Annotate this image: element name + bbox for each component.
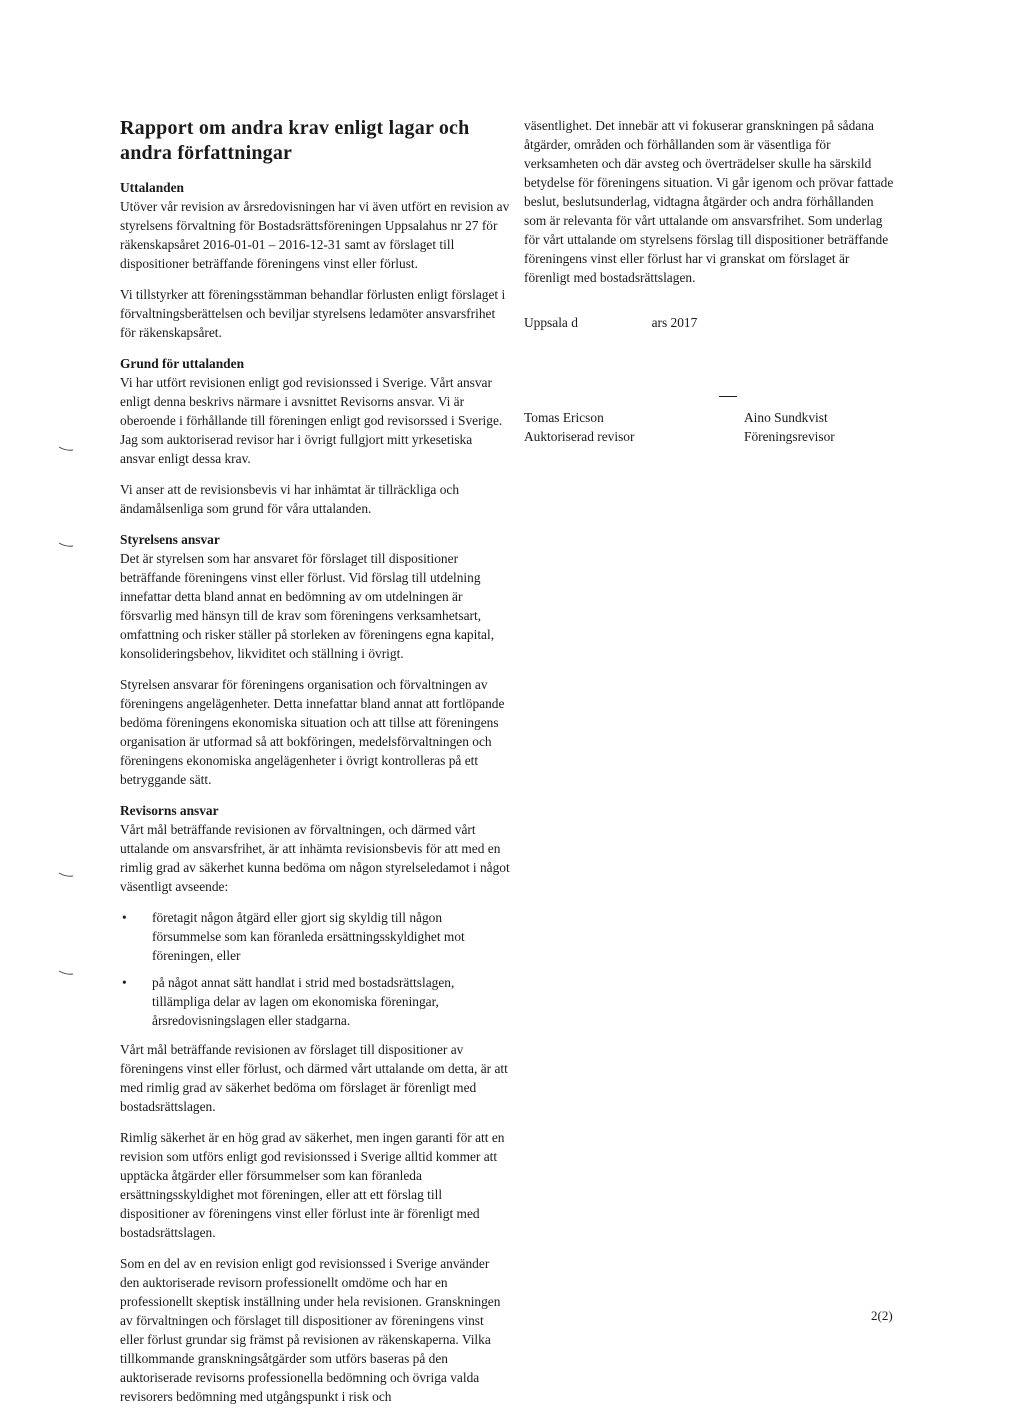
signatory-2 (744, 408, 835, 446)
heading-revisorns-ansvar: Revisorns ansvar (120, 803, 219, 818)
signatory-name: Aino Sundkvist (744, 410, 828, 425)
page-number: 2(2) (871, 1308, 893, 1323)
bullet-dot-icon: • (122, 975, 127, 990)
section-revisorns-ansvar (120, 801, 510, 1406)
scan-margin-mark-icon (58, 446, 74, 452)
bullet-dot-icon: • (122, 910, 127, 925)
revisorns-paragraph-1: Vårt mål beträffande revisionen av förvaltningen, och därmed vårt uttalande om ansvarsfrihet, är att inhämta revisionsbevis för att med en rimlig grad av säkerhet kunna bedöma om någon styrelseledamot i något väsentligt avseende: (120, 822, 510, 894)
signatory-role: Auktoriserad revisor (524, 429, 635, 444)
scan-margin-mark-icon (58, 970, 74, 976)
right-paragraph-1: väsentlighet. Det innebär att vi fokuserar granskningen på sådana åtgärder, områden och förhållanden som är väsentliga för verksamheten och där avsteg och överträdelser skulle ha särskild betydelse för föreningens situation. Vi går igenom och prövar fattade beslut, beslutsunderlag, vidtagna åtgärder och andra förhållanden som är relevanta för vårt uttalande om ansvarsfrihet. Som underlag för vårt uttalande om styrelsens förslag till dispositioner beträffande föreningens vinst eller förlust har vi granskat om förslaget är förenligt med bostadsrättslagen. (524, 118, 894, 285)
grund-paragraph-2: Vi anser att de revisionsbevis vi har inhämtat är tillräckliga och ändamålsenliga som grund för våra uttalanden. (120, 482, 460, 516)
scan-margin-mark-icon (58, 542, 74, 548)
revisorns-bullet-list (120, 908, 510, 1030)
report-title: Rapport om andra krav enligt lagar och andra författningar (120, 117, 470, 164)
signature-line (719, 396, 737, 397)
grund-paragraph-1: Vi har utfört revisionen enligt god revisionssed i Sverige. Vårt ansvar enligt denna beskrivs närmare i avsnittet Revisorns ansvar. Vi är oberoende i förhållande till föreningen enligt god revisorssed i Sverige. Jag som auktoriserad revisor har i övrigt fullgjort mitt yrkesetiska ansvar enligt dessa krav. (120, 375, 503, 466)
heading-grund-for-uttalanden: Grund för uttalanden (120, 356, 245, 371)
scan-margin-mark-icon (58, 872, 74, 878)
styrelsens-paragraph-1: Det är styrelsen som har ansvaret för förslaget till dispositioner beträffande föreningens vinst eller förlust. Vid förslag till utdelning innefattar detta bland annat en bedömning av om utdelningen är försvarlig med hänsyn till de krav som föreningens verksamhetsart, omfattning och risker ställer på storleken av föreningens egna kapital, konsolideringsbehov, likviditet och ställning i övrigt. (120, 551, 495, 661)
revisorns-paragraph-3: Rimlig säkerhet är en hög grad av säkerhet, men ingen garanti för att en revision som utförs enligt god revisionssed i Sverige alltid kommer att upptäcka åtgärder eller försummelser som kan föranleda ersättningsskyldighet mot föreningen, eller att ett förslag till dispositioner av föreningens vinst eller förlust inte är förenligt med bostadsrättslagen. (120, 1130, 505, 1240)
heading-styrelsens-ansvar: Styrelsens ansvar (120, 532, 220, 547)
bullet-text: på något annat sätt handlat i strid med bostadsrättslagen, tillämpliga delar av lagen om ekonomiska föreningar, årsredovisningslagen eller stadgarna. (152, 975, 455, 1028)
uttalanden-paragraph-2: Vi tillstyrker att föreningsstämman behandlar förlusten enligt förslaget i förvaltningsberättelsen och beviljar styrelsens ledamöter ansvarsfrihet för räkenskapsåret. (120, 287, 506, 340)
list-item (120, 973, 510, 1030)
uttalanden-paragraph-1: Utöver vår revision av årsredovisningen har vi även utfört en revision av styrelsens förvaltning för Bostadsrättsföreningen Uppsalahus nr 27 för räkenskapsåret 2016-01-01 – 2016-12-31 samt av förslaget till dispositioner beträffande föreningens vinst eller förlust. (120, 199, 510, 271)
styrelsens-paragraph-2: Styrelsen ansvarar för föreningens organisation och förvaltningen av föreningens angelägenheter. Detta innefattar bland annat att fortlöpande bedöma föreningens ekonomiska situation och att tillse att föreningens organisation är utformad så att bokföringen, medelsförvaltningen och föreningens ekonomiska angelägenheter i övrigt kontrolleras på ett betryggande sätt. (120, 677, 505, 787)
signatory-1 (524, 408, 634, 446)
section-uttalanden (120, 178, 510, 342)
list-item (120, 908, 510, 965)
right-column (524, 116, 896, 450)
bullet-text: företagit någon åtgärd eller gjort sig skyldig till någon försummelse som kan föranleda ersättningsskyldighet mot föreningen, eller (152, 910, 465, 963)
place-and-date: Uppsala d ars 2017 (524, 315, 698, 330)
revisorns-paragraph-4: Som en del av en revision enligt god revisionssed i Sverige använder den auktoriserade revisorn professionellt omdöme och har en professionellt skeptisk inställning under hela revisionen. Granskningen av förvaltningen och förslaget till dispositioner av föreningens vinst eller förlust grundar sig främst på revisionen av räkenskaperna. Vilka tillkommande granskningsåtgärder som utförs baseras på den auktoriserade revisorns professionella bedömning och övriga valda revisorers bedömning med utgångspunkt i risk och (120, 1256, 501, 1404)
heading-uttalanden: Uttalanden (120, 180, 184, 195)
section-grund (120, 354, 510, 518)
left-column (120, 116, 510, 1416)
signature-block (524, 390, 896, 450)
signatory-role: Föreningsrevisor (744, 429, 835, 444)
revisorns-paragraph-2: Vårt mål beträffande revisionen av förslaget till dispositioner av föreningens vinst eller förlust, och därmed vårt uttalande om detta, är att med rimlig grad av säkerhet bedöma om förslaget är förenligt med bostadsrättslagen. (120, 1042, 508, 1114)
section-styrelsens-ansvar (120, 530, 510, 789)
signatory-name: Tomas Ericson (524, 410, 604, 425)
